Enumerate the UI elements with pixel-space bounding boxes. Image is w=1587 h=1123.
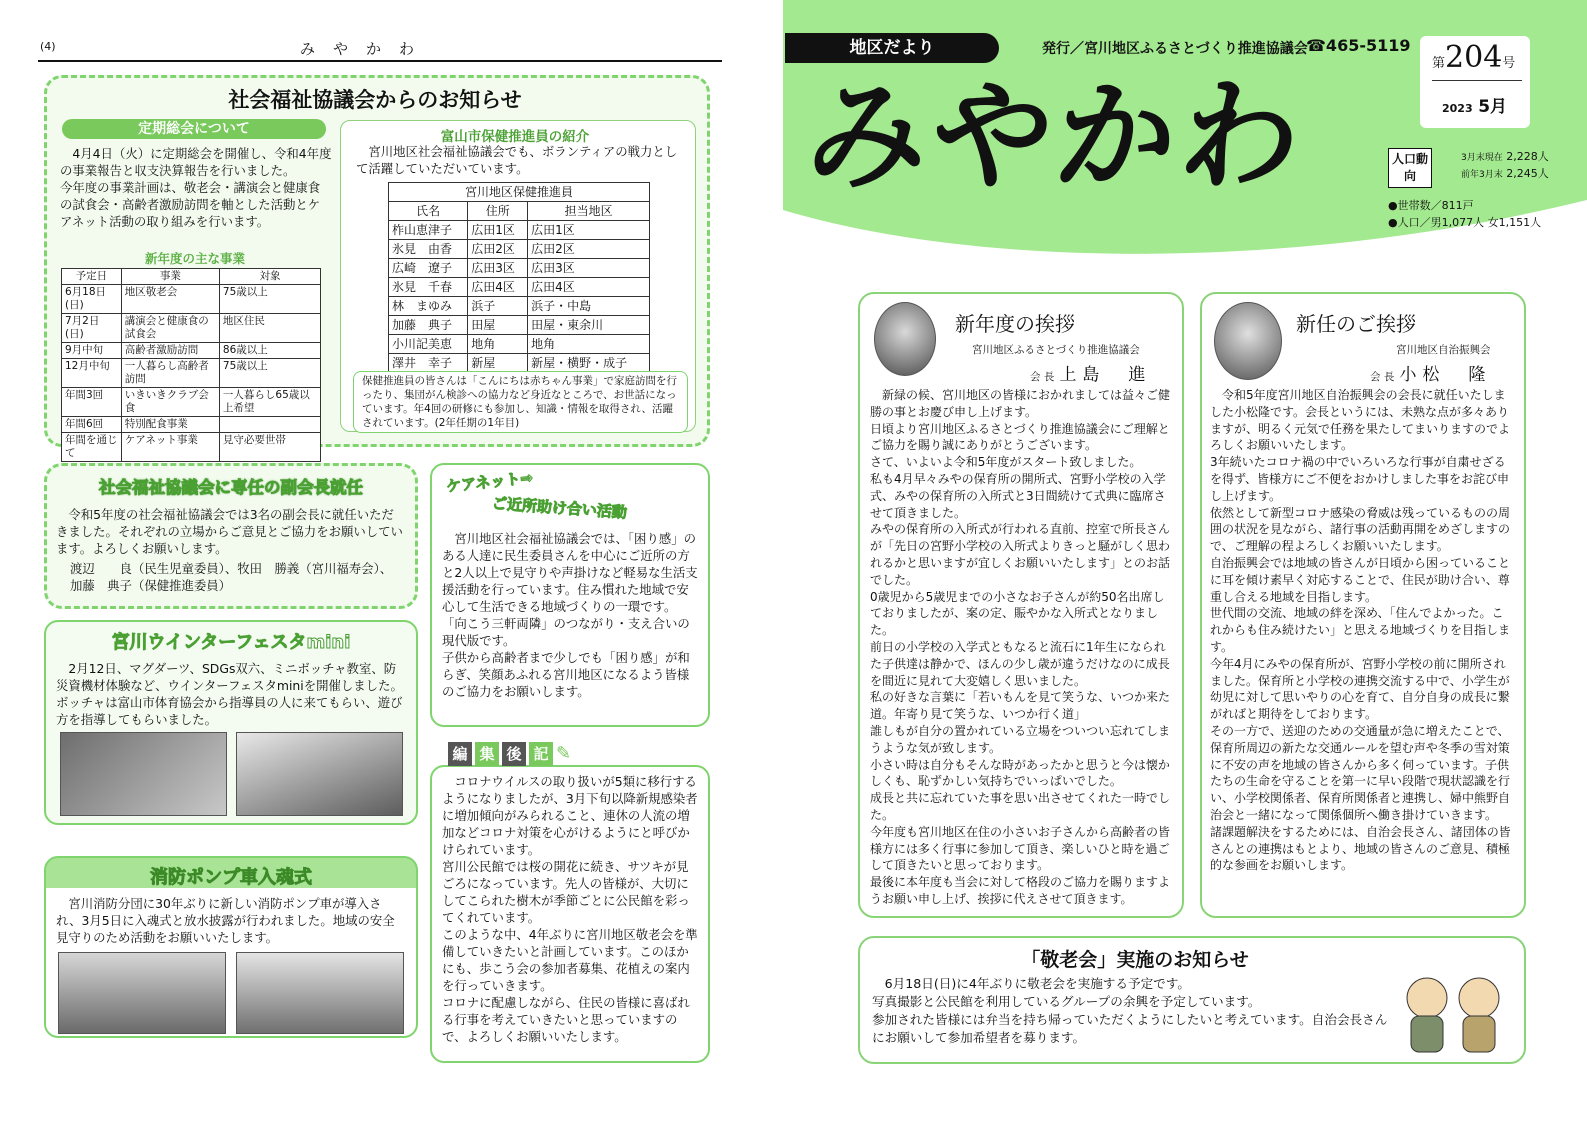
plan-cell: 年間3回 xyxy=(62,388,122,417)
promoter-cell: 浜子・中島 xyxy=(528,297,650,316)
pump-title: 消防ポンプ車入魂式 xyxy=(150,867,312,888)
population: ●人口／男1,077人 女1,151人 xyxy=(1388,216,1542,229)
vice-text: 令和5年度の社会福祉協議会では3名の副会長に就任いただきました。それぞれの立場からご意見とご協力をお願いしています。よろしくお願いします。 xyxy=(56,507,403,556)
plan-cell: 地区住民 xyxy=(219,314,320,343)
vice-title: 社会福祉協議会に専任の副会長就任 xyxy=(99,478,363,497)
plan-cell: 見守必要世帯 xyxy=(219,433,320,462)
newsletter-title: みやかわ xyxy=(800,66,1312,207)
promoter-cell: 広田1区 xyxy=(528,221,650,240)
promoter-cell: 広田1区 xyxy=(468,221,528,240)
promoter-cell: 加藤 典子 xyxy=(389,316,468,335)
plan-cell: 特別配食事業 xyxy=(121,417,219,433)
plan-row xyxy=(62,433,321,462)
publisher: 発行／宮川地区ふるさとづくり推進協議会 xyxy=(1042,41,1308,57)
promoter-cell: 地角 xyxy=(528,335,650,354)
editorial-title xyxy=(448,742,571,766)
promoter-cell: 広田4区 xyxy=(528,278,650,297)
promoter-cell: 新屋・横野・成子 xyxy=(528,354,650,373)
greeting-1-portrait xyxy=(874,302,936,376)
greeting-1-title: 新年度の挨拶 xyxy=(955,312,1075,336)
promoter-row xyxy=(389,240,650,259)
page-header: みやかわ xyxy=(300,40,433,58)
editorial-char-4: 記 xyxy=(529,742,553,766)
keirou-title: 「敬老会」実施のお知らせ xyxy=(1021,949,1249,971)
promoter-row xyxy=(389,297,650,316)
promoter-row xyxy=(389,259,650,278)
plan-row xyxy=(62,314,321,343)
editorial-text: コロナウイルスの取り扱いが5類に移行するようになりましたが、3月下旬以降新規感染者に増加傾向がみられること、連休の人流の増加などコロナ対策を心がけるようにと呼びかけられています。 宮川公民館では桜の開花に続き、サツキが見ごろになっています。先人の皆様が、大切にしてこられた樹木が季節ごとに公民館を彩ってくれています。 このような中、4年ぶりに宮川地区敬老会を準備していきたいと計画しています。このほかにも、歩こう会の参加者募集、花植えの案内を行っていきます。 コロナに配慮しながら、住民の皆様に喜ばれる行事を考えていきたいと思っていますので、よろしくお願いいたします。 xyxy=(442,774,698,1044)
pop-row-1 xyxy=(1461,148,1549,164)
pop-row-1-value: 2,228人 xyxy=(1506,150,1549,163)
greeting-1-name: 上島 進 xyxy=(1059,365,1152,385)
plan-cell xyxy=(219,417,320,433)
plan-cell: 講演会と健康食の試食会 xyxy=(121,314,219,343)
promoter-cell: 田屋・東余川 xyxy=(528,316,650,335)
meeting-label: 定期総会について xyxy=(62,119,326,139)
elderly-couple-icon xyxy=(1395,968,1515,1054)
plan-cell: 7月2日(日) xyxy=(62,314,122,343)
promoter-cell: 広田4区 xyxy=(468,278,528,297)
greeting-1-role: 会 長 xyxy=(1030,371,1055,383)
promoter-cell: 広田3区 xyxy=(528,259,650,278)
carenet-title-1: ケアネット⇒ xyxy=(445,468,534,496)
greeting-1-signature xyxy=(1030,360,1151,385)
issue-year: 2023 xyxy=(1442,102,1473,115)
plan-cell: 地区敬老会 xyxy=(121,285,219,314)
header-rule xyxy=(38,60,722,62)
plan-row xyxy=(62,359,321,388)
promoter-row xyxy=(389,354,650,373)
issue-prefix: 第 xyxy=(1432,56,1446,71)
promoter-cell: 田屋 xyxy=(468,316,528,335)
plan-title: 新年度の主な事業 xyxy=(144,251,245,266)
vice-names: 渡辺 良（民生児童委員）、牧田 勝義（宮川福寿会）、 加藤 典子（保健推進委員） xyxy=(70,561,393,593)
plan-cell: 年間6回 xyxy=(62,417,122,433)
winter-text: 2月12日、マグダーツ、SDGs双六、ミニボッチャ教室、防災資機材体験など、ウインターフェスタminiを開催しました。 ボッチャは富山市体育協会から指導員の人に来てもらい、遊び方を指導してもらいました。 xyxy=(56,661,403,727)
winter-photo-1 xyxy=(60,732,227,816)
greeting-2-text: 令和5年度宮川地区自治振興会の会長に就任いたしました小松隆です。会長というには、未熟な点が多々ありますが、明るく元気で任務を果たしてまいりますのでよろしくお願いいたします。 3年続いたコロナ禍の中でいろいろな行事が自粛せざるを得ず、皆様方にご不便をおかけしました事をお詫び申し上げます。 依然として新型コロナ感染の脅威は残っているものの周囲の状況を見ながら、諸行事の活動再開をめざしますので、ご理解の程よろしくお願いいたします。 自治振興会では地域の皆さんが日頃から困っていることに耳を傾け素早く対応することで、住民が助け合い、尊重し合える地域を目指します。 世代間の交流、地域の絆を深め、「住んでよかった。これからも住み続けたい」と思える地域づくりを目指します。 今年4月にみやの保育所が、宮野小学校の前に開所されました。保育所と小学校の連携交流する中で、小学生が幼児に対して思いやりの心を育て、自分自身の成長に繋がればと期待をしております。 その一方で、送迎のための交通量が急に増えたことで、保育所周辺の新たな交通ルールを望む声や冬季の雪対策に不安の声を地域の皆さんから多く伺っています。子供たちの生命を守ることを第一に早い段階で現状認識を行い、小学校関係者、保育所関係者と連携し、婦中熊野自治会と一緒になって関係個所へ働き掛けていきます。 諸課題解決をするためには、自治会長さん、諸団体の皆さんとの連携はもとより、地域の皆さんのご意見、積極的な参画をお願いします。 xyxy=(1210,388,1511,873)
pop-row-2 xyxy=(1461,165,1549,181)
promoter-header-cell: 住所 xyxy=(468,202,528,221)
pump-photo-1 xyxy=(58,952,226,1034)
editorial-char-2: 集 xyxy=(475,742,499,766)
keirou-text: 6月18日(日)に4年ぶりに敬老会を実施する予定です。 写真撮影と公民館を利用しているグループの余興を予定しています。 参加された皆様には弁当を持ち帰っていただくようにしたいと考えています。自治会長さんにお願いして参加希望者を募ります。 xyxy=(872,976,1388,1045)
pop-row-1-label: 3月末現在 xyxy=(1461,153,1503,163)
promoter-row xyxy=(389,221,650,240)
carenet-title-2: ご近所助け合い活動 xyxy=(491,494,628,522)
promoter-cell: 小川記美恵 xyxy=(389,335,468,354)
promoter-table xyxy=(388,182,650,373)
editorial-char-1: 編 xyxy=(448,742,472,766)
promoter-note: 保健推進員の皆さんは「こんにちは赤ちゃん事業」で家庭訪問を行ったり、集団がん検診への協力など身近なところで、お世話になっています。年4回の研修にも参加し、知識・情報を取得され、活躍されています。(2年任期の1年目) xyxy=(353,371,688,433)
winter-title: 宮川ウインターフェスタmini xyxy=(111,632,351,653)
pop-row-2-label: 前年3月末 xyxy=(1461,170,1503,180)
plan-header-cell: 予定日 xyxy=(62,269,122,285)
promoter-header-cell: 担当地区 xyxy=(528,202,650,221)
welfare-title: 社会福祉協議会からのお知らせ xyxy=(228,88,522,112)
promoter-cell: 広崎 遼子 xyxy=(389,259,468,278)
greeting-2-role: 会 長 xyxy=(1370,371,1395,383)
households: ●世帯数／811戸 xyxy=(1388,199,1474,212)
plan-cell: 9月中旬 xyxy=(62,343,122,359)
promoter-intro: 宮川地区社会福祉協議会でも、ボランティアの戦力として活躍していただいています。 xyxy=(356,144,678,176)
plan-cell: 6月18日(日) xyxy=(62,285,122,314)
greeting-1-org: 宮川地区ふるさとづくり推進協議会 xyxy=(972,344,1140,356)
issue-rule xyxy=(1432,80,1522,81)
plan-cell: 12月中旬 xyxy=(62,359,122,388)
plan-cell: 75歳以上 xyxy=(219,359,320,388)
plan-row xyxy=(62,388,321,417)
promoter-cell: 広田3区 xyxy=(468,259,528,278)
plan-cell: ケアネット事業 xyxy=(121,433,219,462)
pencil-icon: ✎ xyxy=(556,743,572,764)
phone: ☎465-5119 xyxy=(1306,36,1411,55)
plan-cell: 一人暮らし65歳以上希望 xyxy=(219,388,320,417)
winter-photo-2 xyxy=(236,732,403,816)
promoter-cell: 柞山恵津子 xyxy=(389,221,468,240)
promoter-cell: 広田2区 xyxy=(468,240,528,259)
meeting-text: 4月4日（火）に定期総会を開催し、令和4年度の事業報告と収支決算報告を行いました。 今年度の事業計画は、敬老会・講演会と健康食の試食会・高齢者激励訪問を軸とした活動とケアネット活動の取り組みを行います。 xyxy=(60,146,332,229)
issue-number: 204 xyxy=(1445,40,1503,75)
plan-header-cell: 事業 xyxy=(121,269,219,285)
plan-cell: 一人暮らし高齢者訪問 xyxy=(121,359,219,388)
promoter-row xyxy=(389,335,650,354)
promoter-cell: 広田2区 xyxy=(528,240,650,259)
greeting-2-portrait xyxy=(1214,302,1282,380)
promoter-title: 富山市保健推進員の紹介 xyxy=(440,129,590,145)
pump-photo-2 xyxy=(236,952,404,1034)
promoter-cell: 澤井 幸子 xyxy=(389,354,468,373)
plan-cell: 86歳以上 xyxy=(219,343,320,359)
greeting-2-title: 新任のご挨拶 xyxy=(1296,312,1416,336)
promoter-cell: 新屋 xyxy=(468,354,528,373)
issue-month: 5月 xyxy=(1478,97,1508,117)
issue-suffix: 号 xyxy=(1502,56,1516,71)
greeting-2-name: 小松 隆 xyxy=(1399,365,1492,385)
editorial-char-3: 後 xyxy=(502,742,526,766)
section-label: 地区だより xyxy=(785,33,999,63)
plan-cell: 年間を通じて xyxy=(62,433,122,462)
promoter-cell: 林 まゆみ xyxy=(389,297,468,316)
plan-cell: いきいきクラブ会食 xyxy=(121,388,219,417)
plan-table xyxy=(61,268,321,462)
plan-row xyxy=(62,417,321,433)
promoter-cell: 氷見 千春 xyxy=(389,278,468,297)
plan-header-cell: 対象 xyxy=(219,269,320,285)
plan-cell: 高齢者激励訪問 xyxy=(121,343,219,359)
issue-number-line xyxy=(1432,40,1515,75)
plan-row xyxy=(62,285,321,314)
promoter-table-title: 宮川地区保健推進員 xyxy=(389,183,650,202)
greeting-2-signature xyxy=(1370,360,1491,385)
promoter-row xyxy=(389,278,650,297)
issue-date xyxy=(1442,92,1507,117)
greeting-2-org: 宮川地区自治振興会 xyxy=(1396,344,1491,356)
promoter-header-cell: 氏名 xyxy=(389,202,468,221)
promoter-row xyxy=(389,316,650,335)
pop-row-2-value: 2,245人 xyxy=(1506,167,1549,180)
pump-text: 宮川消防分団に30年ぶりに新しい消防ポンプ車が導入され、3月5日に入魂式と放水披露が行われました。地域の安全見守りのため活動をお願いいたします。 xyxy=(56,896,395,945)
promoter-cell: 浜子 xyxy=(468,297,528,316)
plan-cell: 75歳以上 xyxy=(219,285,320,314)
promoter-cell: 氷見 由香 xyxy=(389,240,468,259)
population-label: 人口動向 xyxy=(1388,148,1432,188)
promoter-cell: 地角 xyxy=(468,335,528,354)
plan-row xyxy=(62,343,321,359)
page-number: (4) xyxy=(40,40,56,53)
carenet-text: 宮川地区社会福祉協議会では、「困り感」のある人達に民生委員さんを中心にご近所の方と2人以上で見守りや声掛けなど軽易な生活支援活動を行っています。住み慣れた地域で安心して生活できる地域づくりの一環です。 「向こう三軒両隣」のつながり・支え合いの現代版です。 子供から高齢者まで少しでも「困り感」が和らぎ、笑顔あふれる宮川地区になるよう皆様のご協力をお願いします。 xyxy=(442,531,698,699)
greeting-1-text: 新緑の候、宮川地区の皆様におかれましては益々ご健勝の事とお慶び申し上げます。 日頃より宮川地区ふるさとづくり推進協議会にご理解とご協力を賜り誠にありがとうございます。 さて、いよいよ令和5年度がスタート致しました。 私も4月早々みやの保育所の開所式、宮野小学校の入学式、みやの保育所の入所式と3日間続けて式典に臨席させて頂きました。 みやの保育所の入所式が行われる直前、控室で所長さんが「先日の宮野小学校の入所式よりきっと騒がしく思われるかと思いますが宜しくお願いいたします」とのお話でした。 0歳児から5歳児までの小さなお子さんが約50名出席しておりましたが、案の定、賑やかな入所式となりました。 前日の小学校の入学式ともなると流石に1年生になられた子供達は静かで、ほんの少し歳が違うだけなのに成長を間近に見れて大変嬉しく思いました。 私の好きな言葉に「若いもんを見て笑うな、いつか来た道。年寄り見て笑うな、いつか行く道」 誰しもが自分の置かれている立場をついつい忘れてしまうような気が致します。 小さい時は自分もそんな時があったかと思うと今は懐かしくも、恥ずかしい気持ちでいっぱいでした。 成長と共に忘れていた事を思い出させてくれた一時でした。 今年度も宮川地区在住の小さいお子さんから高齢者の皆様方には多く行事に参加して頂き、楽しいひと時を過ごして頂きたいと思っております。 最後に本年度も当会に対して格段のご協力を賜りますようお願い申し上げ、挨拶に代えさせて頂きます。 xyxy=(870,388,1171,906)
